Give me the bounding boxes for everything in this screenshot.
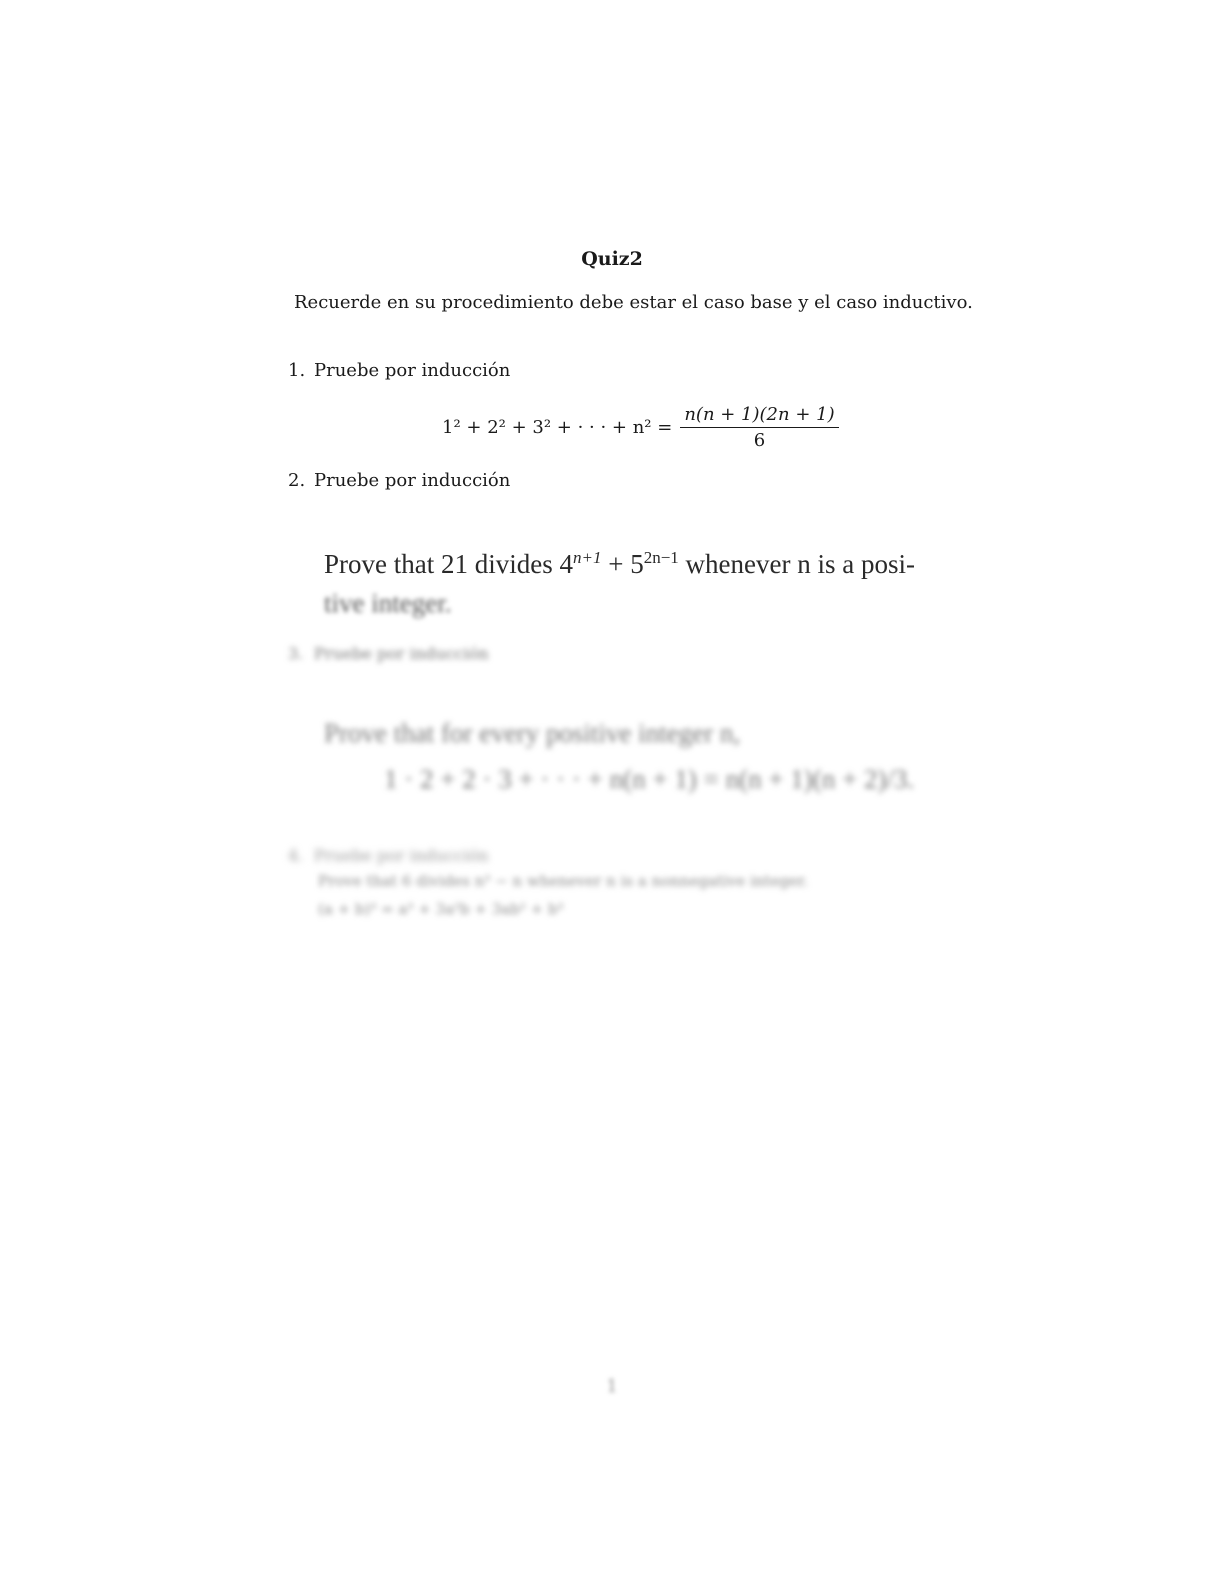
item-1 bbox=[288, 360, 510, 381]
problem-3-line-2: 1 · 2 + 2 · 3 + · · · + n(n + 1) = n(n + 1)(n + 2)/3. bbox=[384, 764, 915, 794]
item-2-label: Pruebe por inducción bbox=[314, 470, 511, 491]
item-3 bbox=[288, 644, 489, 663]
problem-2-plus: + 5 bbox=[601, 549, 644, 579]
problem-2-exponent-1: n+1 bbox=[572, 548, 602, 567]
fraction-numerator: n(n + 1)(2n + 1) bbox=[680, 404, 838, 428]
item-1-number: 1. bbox=[288, 360, 306, 381]
fraction-denominator: 6 bbox=[753, 430, 766, 451]
problem-2-exponent-2: 2n−1 bbox=[643, 548, 679, 567]
equation-fraction bbox=[680, 404, 838, 451]
item-2 bbox=[288, 470, 510, 491]
problem-4-line-2: (a + b)³ = a³ + 3a²b + 3ab² + b³ bbox=[318, 900, 564, 918]
problem-2-line-2: tive integer. bbox=[324, 588, 452, 618]
problem-4-line-1: Prove that 6 divides n³ − n whenever n is a nonnegative integer. bbox=[318, 872, 809, 890]
intro-text: Recuerde en su procedimiento debe estar el caso base y el caso inductivo. bbox=[294, 292, 973, 313]
item-1-label: Pruebe por inducción bbox=[314, 360, 511, 381]
problem-3-line-1: Prove that for every positive integer n, bbox=[324, 718, 741, 748]
page-number: 1 bbox=[606, 1376, 618, 1397]
item-4 bbox=[288, 846, 489, 865]
problem-2-line-1 bbox=[324, 548, 915, 580]
page-title: Quiz2 bbox=[581, 248, 643, 270]
item-4-number: 4. bbox=[288, 846, 304, 865]
item-3-label: Pruebe por inducción bbox=[314, 644, 489, 663]
problem-2-prefix: Prove that 21 divides 4 bbox=[324, 549, 573, 579]
equation-sum-of-squares bbox=[442, 404, 839, 451]
item-3-number: 3. bbox=[288, 644, 304, 663]
item-2-number: 2. bbox=[288, 470, 306, 491]
item-4-label: Pruebe por inducción bbox=[314, 846, 489, 865]
equation-lhs: 1² + 2² + 3² + · · · + n² = bbox=[442, 417, 673, 438]
problem-2-suffix: whenever n is a posi- bbox=[678, 549, 915, 579]
